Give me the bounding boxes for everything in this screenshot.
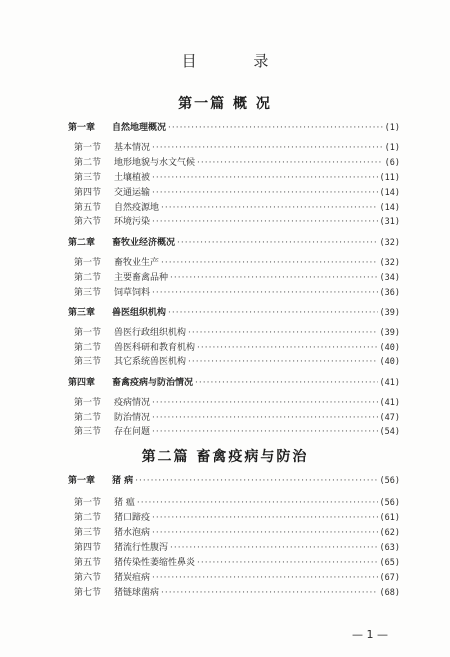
page-ref: (1) <box>384 123 400 133</box>
section-number: 第三节 <box>74 528 102 538</box>
section-number: 第一节 <box>74 498 102 508</box>
page-ref: (67) <box>379 573 400 583</box>
page-ref: (68) <box>379 588 400 598</box>
chapter-number: 第二章 <box>68 238 96 248</box>
page-ref: (11) <box>379 173 400 183</box>
page-ref: (63) <box>379 543 400 553</box>
page-ref: (62) <box>379 528 400 538</box>
section-number: 第一节 <box>74 258 102 268</box>
toc-entry-section[interactable] <box>74 572 400 584</box>
dot-leader <box>197 342 378 354</box>
dot-leader <box>197 157 383 169</box>
toc-entry-section[interactable] <box>74 287 400 299</box>
toc-entry-section[interactable] <box>74 527 400 539</box>
section-number: 第二节 <box>74 413 102 423</box>
chapter-title: 自然地理概况 <box>112 123 167 133</box>
page-ref: (36) <box>379 288 400 298</box>
dot-leader <box>161 202 378 214</box>
chapter-number: 第一章 <box>68 123 96 133</box>
dot-leader <box>152 512 378 524</box>
dot-leader <box>152 412 378 424</box>
section-number: 第一节 <box>74 328 102 338</box>
toc-entry-chapter[interactable] <box>68 307 400 319</box>
toc-entry-section[interactable] <box>74 327 400 339</box>
section-number: 第一节 <box>74 398 102 408</box>
dot-leader <box>161 257 378 269</box>
page-ref: (1) <box>384 143 400 153</box>
section-title: 环境污染 <box>114 217 151 227</box>
section-title: 存在问题 <box>114 427 151 437</box>
section-number: 第六节 <box>74 573 102 583</box>
section-title: 猪传染性萎缩性鼻炎 <box>114 558 196 568</box>
section-title: 自然疫源地 <box>114 203 160 213</box>
page-ref: (65) <box>379 558 400 568</box>
section-title: 饲草饲料 <box>114 288 151 298</box>
toc-entry-chapter[interactable] <box>68 377 400 389</box>
toc-entry-section[interactable] <box>74 397 400 409</box>
page-ref: (32) <box>379 238 400 248</box>
section-title: 兽医行政组织机构 <box>114 328 187 338</box>
section-number: 第三节 <box>74 427 102 437</box>
dot-leader <box>168 307 378 319</box>
toc-entry-section[interactable] <box>74 356 400 368</box>
section-title: 地形地貌与水文气候 <box>114 158 196 168</box>
section-number: 第七节 <box>74 588 102 598</box>
page-ref: (6) <box>384 158 400 168</box>
toc-entry-chapter[interactable] <box>68 122 400 134</box>
section-title: 防治情况 <box>114 413 151 423</box>
dot-leader <box>188 356 378 368</box>
section-title: 基本情况 <box>114 143 151 153</box>
section-number: 第二节 <box>74 273 102 283</box>
page-ref: (54) <box>379 427 400 437</box>
toc-entry-section[interactable] <box>74 202 400 214</box>
dot-leader <box>168 122 383 134</box>
section-number: 第五节 <box>74 558 102 568</box>
section-title: 猪链球菌病 <box>114 588 160 598</box>
toc-entry-section[interactable] <box>74 342 400 354</box>
page-ref: (61) <box>379 513 400 523</box>
section-number: 第二节 <box>74 343 102 353</box>
section-title: 兽医科研和教育机构 <box>114 343 196 353</box>
section-number: 第三节 <box>74 288 102 298</box>
section-number: 第六节 <box>74 217 102 227</box>
section-title: 猪水泡病 <box>114 528 151 538</box>
section-title: 交通运输 <box>114 188 151 198</box>
section-title: 猪炭疽病 <box>114 573 151 583</box>
chapter-number: 第四章 <box>68 378 96 388</box>
dot-leader <box>197 557 378 569</box>
section-number: 第三节 <box>74 357 102 367</box>
page-ref: (34) <box>379 273 400 283</box>
section-title: 其它系统兽医机构 <box>114 357 187 367</box>
toc-entry-section[interactable] <box>74 172 400 184</box>
section-title: 主要畜禽品种 <box>114 273 169 283</box>
toc-title: 目 录 <box>181 52 295 70</box>
section-title: 猪口蹄疫 <box>114 513 151 523</box>
dot-leader <box>152 426 378 438</box>
section-title: 猪 瘟 <box>114 498 135 508</box>
dot-leader <box>170 542 378 554</box>
dot-leader <box>152 287 378 299</box>
section-title: 疫病情况 <box>114 398 151 408</box>
page-ref: (41) <box>379 378 400 388</box>
section-number: 第三节 <box>74 173 102 183</box>
dot-leader <box>170 272 378 284</box>
section-number: 第四节 <box>74 188 102 198</box>
section-title: 畜牧业生产 <box>114 258 160 268</box>
chapter-number: 第三章 <box>68 308 96 318</box>
page-ref: (40) <box>379 343 400 353</box>
chapter-title: 畜禽疫病与防治情况 <box>112 378 194 388</box>
section-number: 第二节 <box>74 513 102 523</box>
part-heading-2: 第二篇 畜禽疫病与防治 <box>141 449 309 465</box>
toc-entry-section[interactable] <box>74 257 400 269</box>
section-title: 土壤植被 <box>114 173 151 183</box>
section-title: 猪流行性腹泻 <box>114 543 169 553</box>
toc-entry-section[interactable] <box>74 187 400 199</box>
dot-leader <box>161 587 378 599</box>
page-ref: (41) <box>379 398 400 408</box>
toc-entry-section[interactable] <box>74 512 400 524</box>
dot-leader <box>152 172 378 184</box>
dot-leader <box>195 377 378 389</box>
dot-leader <box>152 572 378 584</box>
dot-leader <box>137 497 378 509</box>
part-heading-1: 第一篇 概 况 <box>178 96 272 112</box>
toc-entry-section[interactable] <box>74 157 400 169</box>
toc-entry-section[interactable] <box>74 142 400 154</box>
section-number: 第四节 <box>74 543 102 553</box>
toc-entry-section[interactable] <box>74 497 400 509</box>
page-ref: (31) <box>379 217 400 227</box>
chapter-title: 兽医组织机构 <box>112 308 167 318</box>
toc-entry-section[interactable] <box>74 426 400 438</box>
page-ref: (32) <box>379 258 400 268</box>
dot-leader <box>177 237 378 249</box>
page-ref: (39) <box>379 328 400 338</box>
toc-entry-section[interactable] <box>74 587 400 599</box>
section-number: 第一节 <box>74 143 102 153</box>
dot-leader <box>152 216 378 228</box>
toc-entry-section[interactable] <box>74 557 400 569</box>
page-ref: (14) <box>379 188 400 198</box>
toc-entry-section[interactable] <box>74 272 400 284</box>
page-ref: (56) <box>379 476 400 486</box>
toc-entry-chapter[interactable] <box>68 237 400 249</box>
dot-leader <box>152 397 378 409</box>
page-number: — 1 — <box>352 628 388 641</box>
chapter-title: 猪 病 <box>112 476 134 486</box>
dot-leader <box>188 327 378 339</box>
dot-leader <box>135 475 377 487</box>
chapter-number: 第一章 <box>68 476 96 486</box>
toc-entry-section[interactable] <box>74 412 400 424</box>
page-ref: (14) <box>379 203 400 213</box>
dot-leader <box>152 142 383 154</box>
page-ref: (56) <box>379 498 400 508</box>
chapter-title: 畜牧业经济概况 <box>112 238 176 248</box>
toc-entry-section[interactable] <box>74 542 400 554</box>
section-number: 第五节 <box>74 203 102 213</box>
page-ref: (40) <box>379 357 400 367</box>
page-ref: (47) <box>379 413 400 423</box>
dot-leader <box>152 187 378 199</box>
toc-entry-chapter[interactable] <box>68 475 400 487</box>
page-ref: (39) <box>379 308 400 318</box>
toc-entry-section[interactable] <box>74 216 400 228</box>
section-number: 第二节 <box>74 158 102 168</box>
dot-leader <box>152 527 378 539</box>
